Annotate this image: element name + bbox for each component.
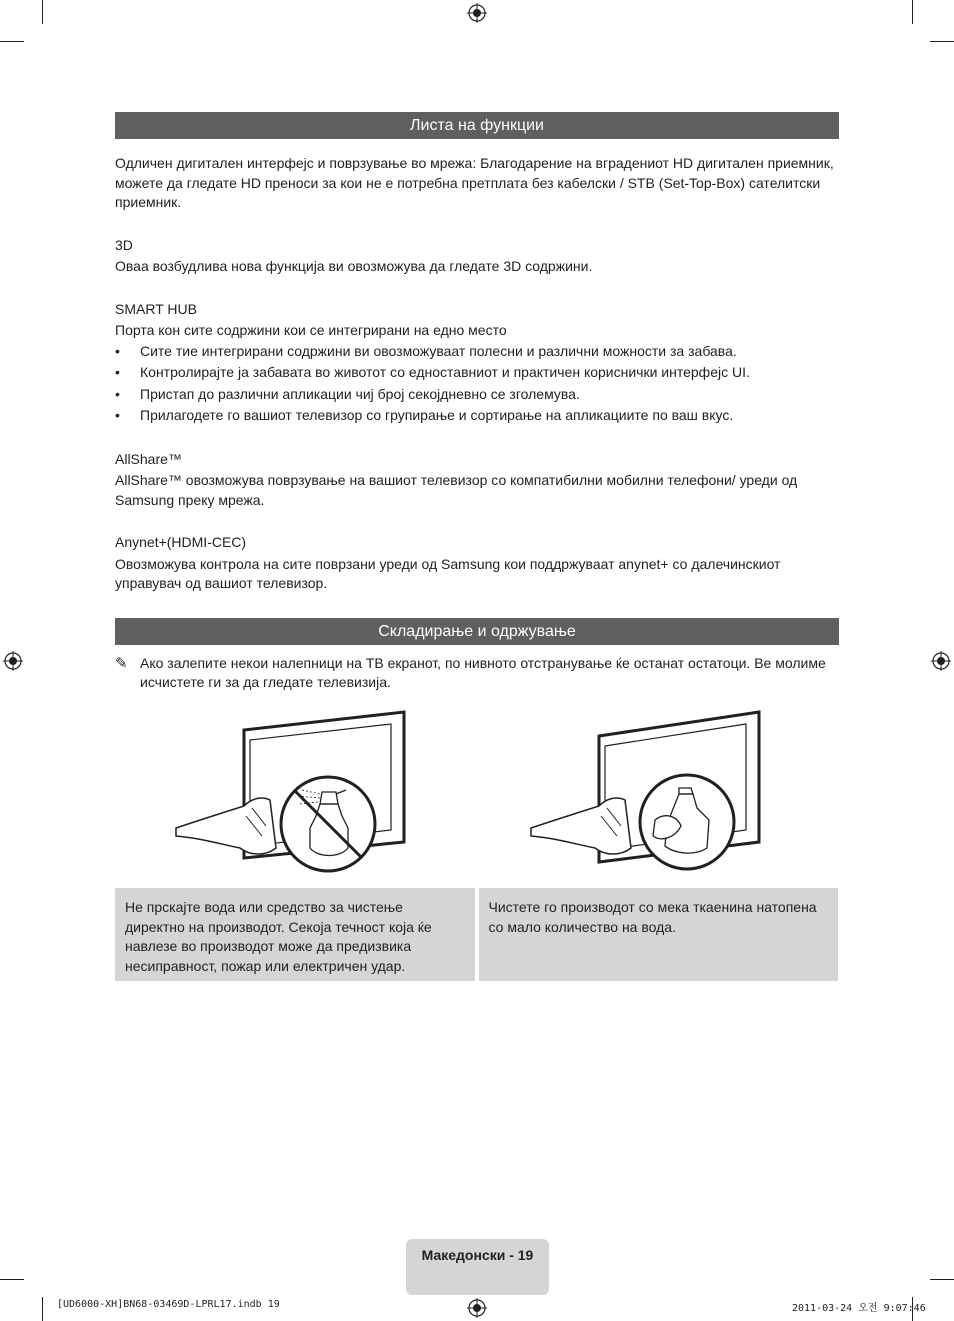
registration-mark-icon [931,651,951,671]
storage-note-text: Ако залепите некои налепници на ТВ екранот, по нивното отстранување ќе останат остатоци. Ве молиме исчистете ги за да гледате телевизија. [140,654,826,690]
page-number-tab: Македонски - 19 [406,1239,549,1295]
feature-text-anynet: Овозможува контрола на сите поврзани уреди од Samsung кои поддржуваат anynet+ со далечинскиот управувач од вашиот телевизор. [115,555,781,591]
crop-mark [912,0,913,24]
registration-mark-icon [467,1298,487,1318]
feature-heading-allshare: AllShare™ [115,450,182,467]
registration-mark-icon [3,651,23,671]
crop-mark [0,1279,24,1280]
storage-note [115,654,839,693]
list-item [115,362,839,384]
bullet-icon: • [115,385,120,402]
illustration-soft-cloth [525,708,770,880]
print-timestamp: 2011-03-24 오전 9:07:46 [792,1303,926,1314]
feature-heading-anynet: Anynet+(HDMI-CEC) [115,534,247,550]
bullet-icon: • [115,342,120,359]
bullet-text: Сите тие интегрирани содржини ви овозможуваат полесни и различни можности за забава. [140,342,737,359]
crop-mark [930,1279,954,1280]
crop-mark [42,0,43,24]
bullet-icon: • [115,364,120,380]
list-item [115,341,839,363]
bullet-text: Пристап до различни апликации чиј број секојдневно се зголемува. [140,385,580,402]
registration-mark-icon [467,3,487,23]
page-content [115,112,839,693]
caption-soft-cloth: Чистете го производот со мека ткаенина натопена со мало количество на вода. [479,888,839,981]
features-section-title: Листа на функции [115,112,839,139]
feature-text-3d: Оваа возбудлива нова функција ви овозможува да гледате 3D содржини. [115,258,593,274]
illustration-no-spray [170,708,415,880]
feature-text-smart-hub: Порта кон сите содржини кои се интегрирани на едно место [115,322,507,338]
features-intro: Одличен дигитален интерфејс и поврзување во мрежа: Благодарение на вградениот HD дигитален приемник, можете да гледате HD преноси за кои не е потребна претплата без кабелски / STB (Set-Top-Box) сателитски приемник. [115,155,834,210]
bullet-text: Прилагодете го вашиот телевизор со групирање и сортирање на апликациите по ваш вкус. [140,407,734,423]
cleaning-caption-row [115,888,838,981]
crop-mark [42,1297,43,1321]
feature-heading-smart-hub: SMART HUB [115,300,197,317]
bullet-text: Контролирајте ја забавата во животот со едноставниот и практичен кориснички интерфејс UI. [140,364,750,380]
feature-heading-3d: 3D [115,236,133,253]
crop-mark [930,41,954,42]
storage-section-title: Складирање и одржување [115,618,839,645]
smart-hub-bullet-list [115,341,839,427]
pencil-note-icon: ✎ [115,654,128,672]
crop-mark [0,41,24,42]
bullet-icon: • [115,407,120,423]
list-item [115,384,839,406]
feature-text-allshare: AllShare™ овозможува поврзување на вашиот телевизор со компатибилни мобилни телефони/ уреди од Samsung преку мрежа. [115,472,798,508]
file-slug: [UD6000-XH]BN68-03469D-LPRL17.indb 19 [57,1299,280,1310]
list-item [115,405,839,427]
caption-no-spray: Не прскајте вода или средство за чистење директно на производот. Секоја течност која ќе навлезе во производот може да предизвика несиправност, пожар или електричен удар. [115,888,475,981]
